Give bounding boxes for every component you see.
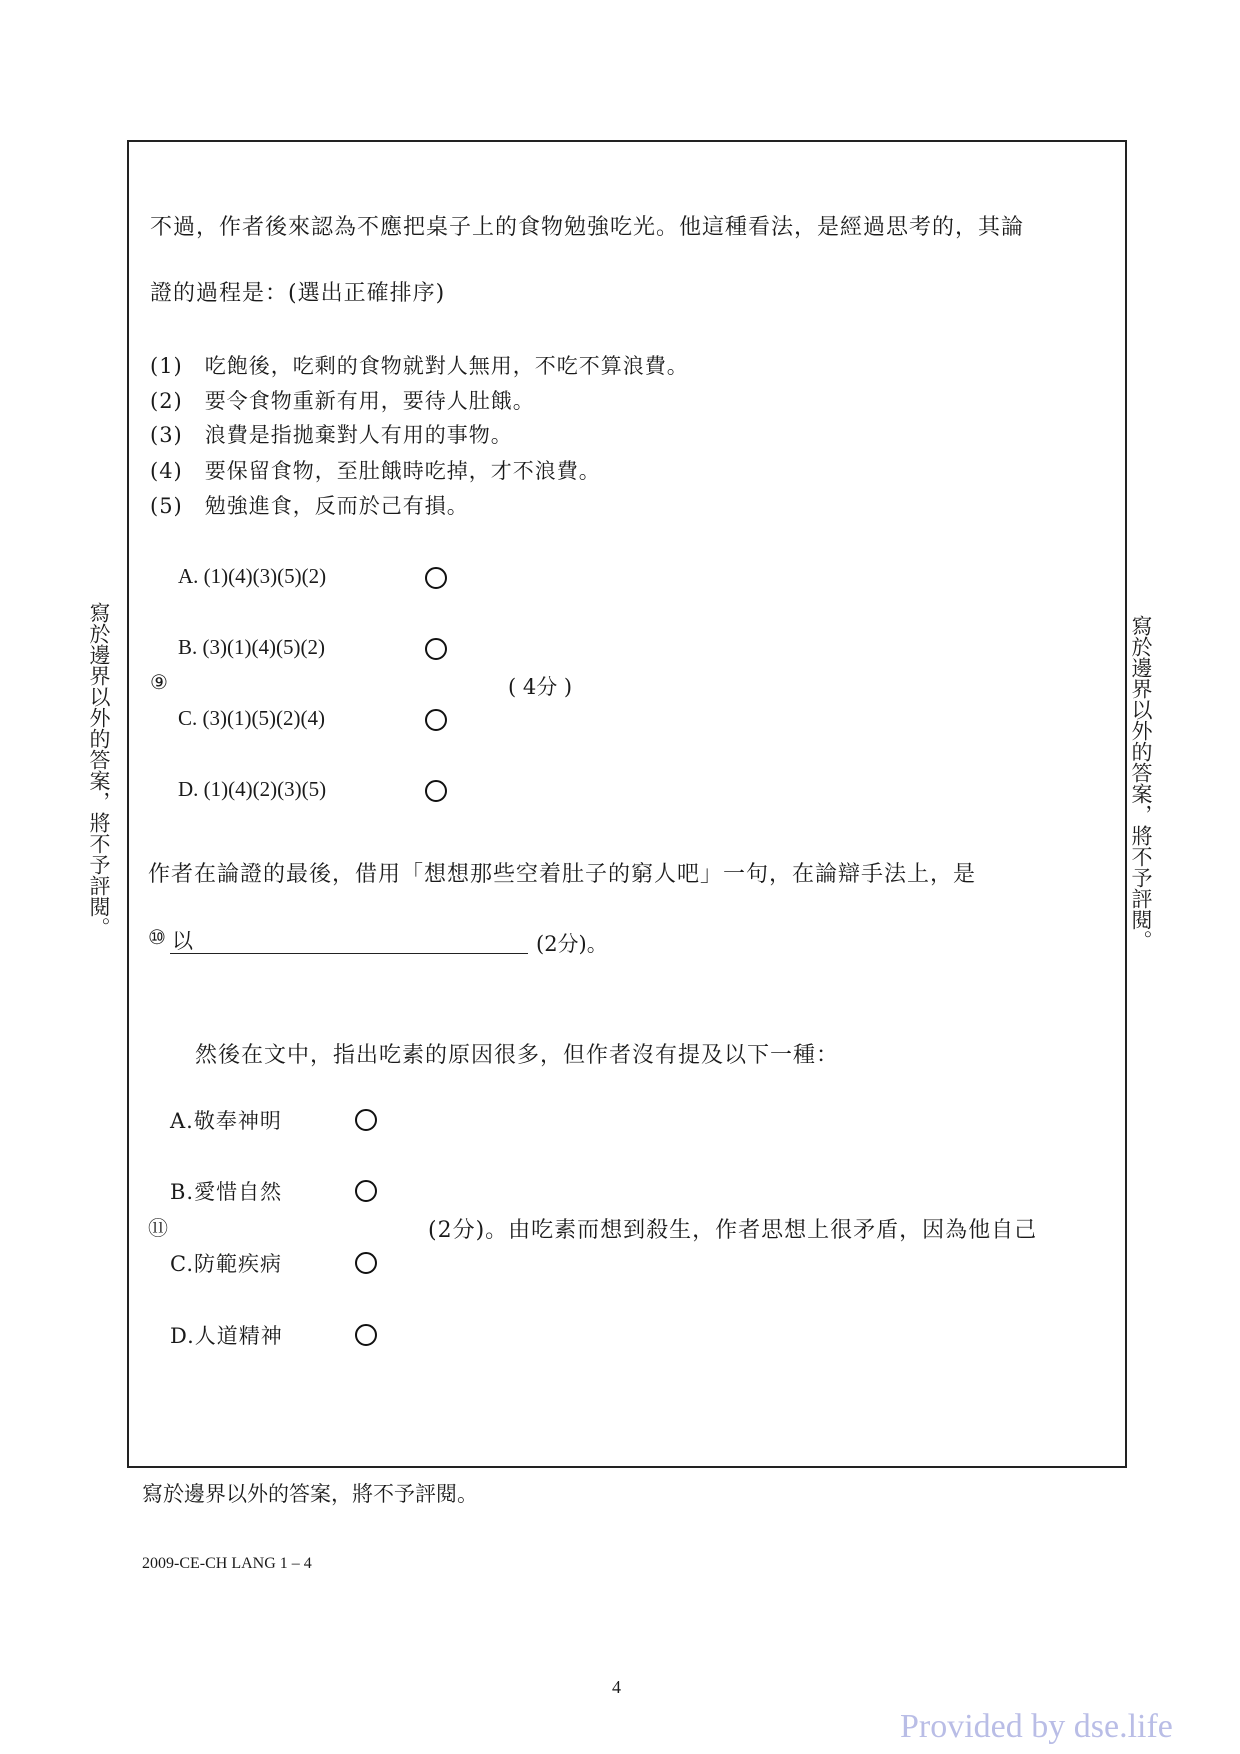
q11-option-c-label: C.防範疾病 [170,1252,282,1276]
q9-option-a-bubble[interactable] [425,567,447,589]
paper-code: 2009-CE-CH LANG 1 – 4 [142,1555,312,1572]
q9-marks: ( 4分 ) [508,675,573,699]
q9-option-a-label: A. (1)(4)(3)(5)(2) [178,564,327,588]
right-margin-note: 寫於邊界以外的答案，將不予評閱。 [1129,615,1153,951]
q9-intro-line2: 證的過程是：(選出正確排序) [150,281,446,306]
source-watermark: Provided by dse.life [900,1708,1173,1745]
q11-intro: 然後在文中，指出吃素的原因很多，但作者沒有提及以下一種： [195,1043,840,1068]
q11-option-d-label: D.人道精神 [170,1324,283,1348]
q9-statement-2: (2) 要令食物重新有用，要待人肚餓。 [150,389,535,413]
q9-statement-1: (1) 吃飽後，吃剩的食物就對人無用，不吃不算浪費。 [150,354,689,378]
q9-option-b-bubble[interactable] [425,638,447,660]
q11-option-d-bubble[interactable] [355,1324,377,1346]
q9-number: ⑨ [150,670,168,694]
q9-statement-4: (4) 要保留食物，至肚餓時吃掉，才不浪費。 [150,459,601,483]
left-margin-note: 寫於邊界以外的答案，將不予評閱。 [87,602,111,938]
q9-statement-5: (5) 勉強進食，反而於己有損。 [150,494,469,518]
q11-option-a-bubble[interactable] [355,1109,377,1131]
q11-option-a-label: A.敬奉神明 [170,1109,282,1133]
page-number: 4 [612,1677,621,1697]
q9-option-c-bubble[interactable] [425,709,447,731]
q10-prefix: 以 [172,929,193,953]
q10-number: ⑩ [148,925,166,949]
q9-option-d-label: D. (1)(4)(2)(3)(5) [178,777,327,801]
q11-option-b-bubble[interactable] [355,1180,377,1202]
q9-option-d-bubble[interactable] [425,780,447,802]
q11-option-c-bubble[interactable] [355,1252,377,1274]
q10-answer-blank[interactable] [170,953,528,954]
q10-intro: 作者在論證的最後，借用「想想那些空着肚子的窮人吧」一句，在論辯手法上，是 [148,862,977,887]
q11-number: ⑪ [148,1216,168,1240]
q11-option-b-label: B.愛惜自然 [170,1180,283,1204]
q9-statement-3: (3) 浪費是指拋棄對人有用的事物。 [150,423,513,447]
q11-continuation: (2分)。由吃素而想到殺生，作者思想上很矛盾，因為他自己 [428,1218,1038,1243]
q9-option-c-label: C. (3)(1)(5)(2)(4) [178,706,325,730]
q9-option-b-label: B. (3)(1)(4)(5)(2) [178,635,325,659]
q9-intro-line1: 不過，作者後來認為不應把桌子上的食物勉強吃光。他這種看法，是經過思考的，其論 [150,215,1025,240]
footer-boundary-note: 寫於邊界以外的答案，將不予評閱。 [142,1482,478,1506]
q10-marks: (2分)。 [536,932,608,956]
